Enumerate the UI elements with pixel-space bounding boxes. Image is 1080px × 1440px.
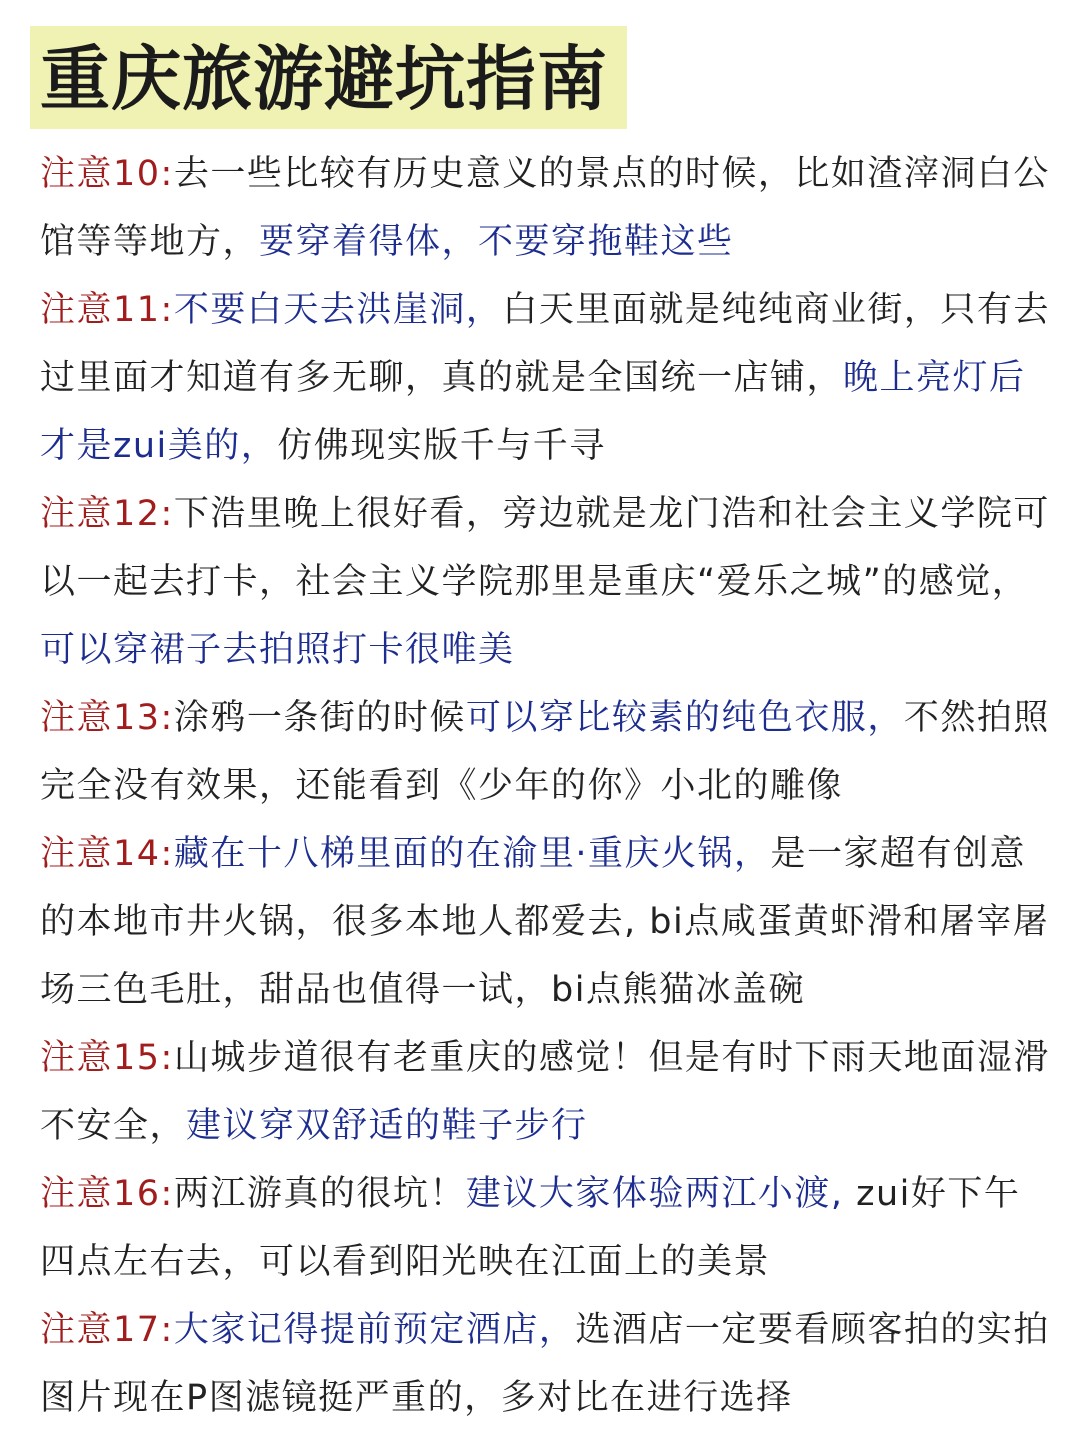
note-item (40, 820, 1050, 1024)
note-label: 注意11: (40, 290, 174, 330)
note-text: 涂鸦一条街的时候 (173, 698, 466, 738)
note-label: 注意14: (40, 834, 174, 874)
note-text: 两江游真的很坑！ (173, 1174, 466, 1214)
note-label: 注意15: (40, 1038, 174, 1078)
note-highlight-text: 大家记得提前预定酒店， (173, 1310, 576, 1350)
note-label: 注意10: (40, 154, 174, 194)
note-item (40, 480, 1050, 684)
note-highlight-text: 建议穿双舒适的鞋子步行 (186, 1106, 588, 1146)
note-text: 选酒店一定要看顾客拍的实拍图片现在P图滤镜挺严重的，多对比在进行选择 (40, 1310, 1050, 1418)
note-highlight-text: 建议大家体验两江小渡, (465, 1174, 844, 1214)
note-item (40, 276, 1050, 480)
note-text: 不然拍照完全没有效果，还能看到《少年的你》小北的雕像 (40, 698, 1050, 806)
note-label: 注意17: (40, 1310, 174, 1350)
note-text: zui好下午四点左右去，可以看到阳光映在江面上的美景 (40, 1174, 1021, 1282)
note-text: 是一家超有创意的本地市井火锅，很多本地人都爱去, bi点咸蛋黄虾滑和屠宰屠场三色毛肚，甜品也值得一试，bi点熊猫冰盖碗 (40, 834, 1050, 1010)
page-title: 重庆旅游避坑指南 (40, 38, 608, 120)
note-item (40, 684, 1050, 820)
note-item (40, 1296, 1050, 1432)
note-text: 仿佛现实版千与千寻 (277, 426, 606, 466)
note-highlight-text: 晚上亮灯后才是zui美的， (40, 358, 1026, 466)
note-item (40, 1024, 1050, 1160)
note-label: 注意16: (40, 1174, 174, 1214)
note-text: 山城步道很有老重庆的感觉！但是有时下雨天地面湿滑不安全， (40, 1038, 1050, 1146)
note-highlight-text: 可以穿比较素的纯色衣服， (465, 698, 904, 738)
notes-list (40, 140, 1050, 1432)
note-text: 白天里面就是纯纯商业街，只有去过里面才知道有多无聊，真的就是全国统一店铺， (40, 290, 1050, 398)
note-highlight-text: 藏在十八梯里面的在渝里·重庆火锅， (173, 834, 771, 874)
note-label: 注意13: (40, 698, 174, 738)
note-highlight-text: 要穿着得体，不要穿拖鞋这些 (259, 222, 734, 262)
note-highlight-text: 不要白天去洪崖洞， (173, 290, 503, 330)
note-item (40, 1160, 1050, 1296)
note-label: 注意12: (40, 494, 174, 534)
note-item (40, 140, 1050, 276)
note-highlight-text: 可以穿裙子去拍照打卡很唯美 (40, 630, 515, 670)
note-text: 去一些比较有历史意义的景点的时候，比如渣滓洞白公馆等等地方， (40, 154, 1050, 262)
note-text: 下浩里晚上很好看，旁边就是龙门浩和社会主义学院可以一起去打卡，社会主义学院那里是重庆“爱乐之城”的感觉， (40, 494, 1050, 602)
